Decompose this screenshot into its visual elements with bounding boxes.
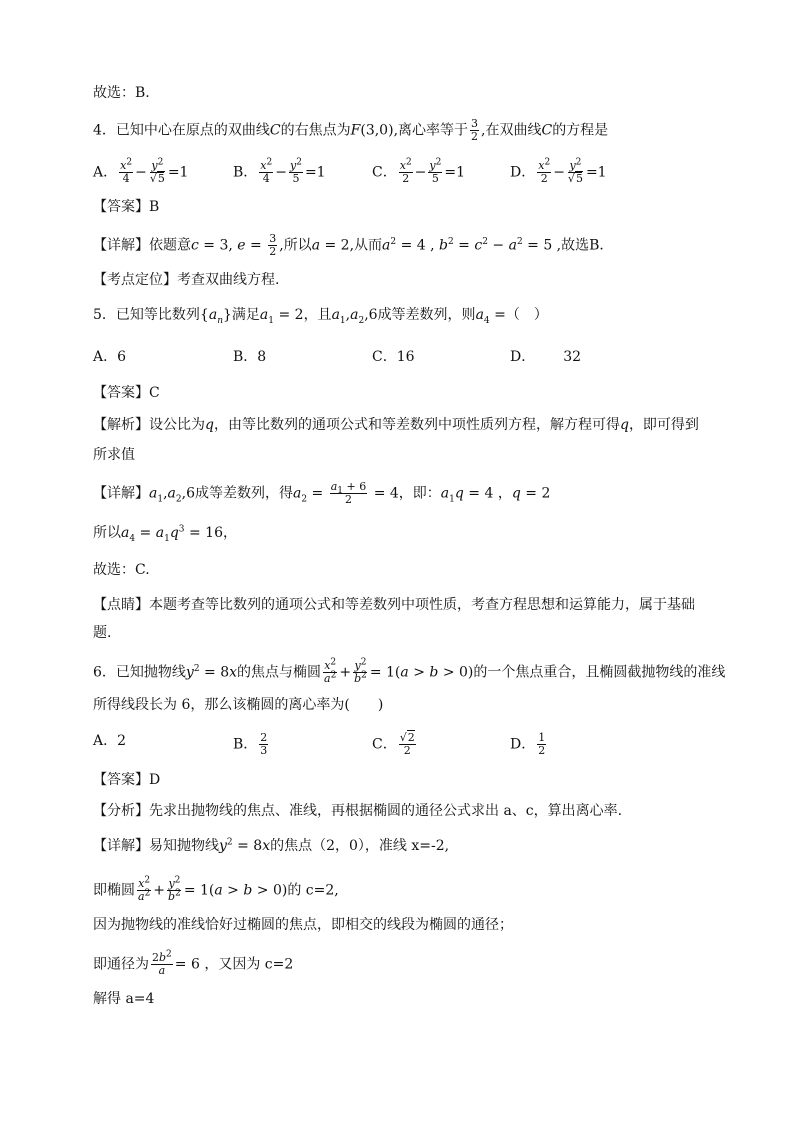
q5-conclusion: 故选：C. (93, 562, 150, 578)
q4-answer: 【答案】B (93, 199, 160, 215)
q4-kaodian-tag: 【考点定位】 (93, 272, 177, 288)
q4-t1: 的右焦点为 (280, 122, 351, 139)
q6-fenxi: 【分析】先求出抛物线的焦点、准线，再根据椭圆的通径公式求出 a、c，算出离心率. (93, 803, 623, 819)
q4-t4: 的方程是 (552, 122, 609, 139)
q6-detail: 【详解】易知抛物线$y^2 = 8x$的焦点（2，0），准线 x=-2, (93, 837, 450, 854)
q5-analysis-cont: 所求值 (93, 447, 135, 463)
q6-option-b: B． $\frac{2}{3}$ (233, 731, 268, 757)
q6-solve: 解得 a=4 (93, 991, 155, 1007)
q4-option-d: D． $\frac{x^2}{2}$ − $\frac{y^2}{√5}$ =1 (510, 157, 607, 185)
q5-detail: 【详解】$a_1,a_2,6$成等差数列，得$a_2$ = $\frac{a_1 + 6}{2}$ = 4，即：$a_1q = 4$ ，q = 2 (93, 480, 551, 506)
q5-option-b: B．8 (233, 349, 267, 365)
q4-detail-t2: 所以 (283, 237, 312, 254)
q6-option-a: A．2 (93, 733, 127, 749)
q4-kaodian-text: 考查双曲线方程. (177, 272, 280, 288)
q5-answer: 【答案】C (93, 385, 160, 401)
q4-detail-t4: 故选 (561, 237, 590, 254)
q5-result: 所以$a_4 = a_1q^3 = 16$， (93, 524, 237, 544)
q6-ellipse: 即椭圆 $\frac{x^2}{a^2}$ + $\frac{y^2}{b^2}$ = 1(a > b > 0)的 c=2, (93, 875, 339, 903)
q3-conclusion: 故选：B. (93, 85, 150, 101)
q6-reason: 因为抛物线的准线恰好过椭圆的焦点，即相交的线段为椭圆的通径； (93, 917, 513, 933)
q5-t3: 成等差数列，则 (377, 307, 476, 323)
q4-detail-t1: 依题意 (149, 237, 191, 254)
q4-option-b: B． $\frac{x^2}{4}$ − $\frac{y^2}{5}$ =1 (233, 157, 326, 185)
q4-detail-t3: 从而 (354, 237, 383, 254)
q4-t3: ,在双曲线 (481, 122, 542, 139)
q5-dianjing-cont: 题. (93, 625, 112, 641)
q6-answer: 【答案】D (93, 772, 161, 788)
q5-t2: ，且 (303, 307, 332, 323)
q6-tongjing: 即通径为 $\frac{2b^2}{a}$ = 6 ，又因为 c=2 (93, 949, 294, 977)
q4-stem: 4．已知中心在原点的双曲线C的右焦点为F(3,0),离心率等于 $\frac{3}{2}$ ,在双曲线C的方程是 (93, 117, 609, 143)
q5-t1: 满足 (231, 307, 260, 323)
q4-prefix: 4．已知中心在原点的双曲线 (93, 122, 270, 139)
q6-option-d: D． $\frac{1}{2}$ (510, 731, 546, 757)
q6-option-c: C． $\frac{√2}{2}$ (372, 731, 415, 757)
q6-stem-cont: 所得线段长为 6，那么该椭圆的离心率为( ) (93, 697, 384, 713)
q5-option-a: A．6 (93, 349, 127, 365)
q4-option-a: A． $\frac{x^2}{4}$ − $\frac{y^2}{√5}$ =1 (93, 157, 189, 185)
q5-option-c: C．16 (372, 349, 415, 365)
q5-prefix: 5．已知等比数列 (93, 307, 200, 323)
q6-stem: 6．已知抛物线$y^2 = 8x$的焦点与椭圆 $\frac{x^2}{a^2}$ + $\frac{y^2}{b^2}$ = 1(a > b > 0)的一个焦点重合，且椭圆截抛物线的准线 (93, 657, 726, 685)
q4-t2: ,离心率等于 (393, 122, 469, 139)
q5-stem: 5．已知等比数列$\{a_n\}$满足$a_1 = 2$，且$a_1,a_2,6$成等差数列，则$a_4$ =（ ） (93, 307, 548, 326)
q5-t4: （ ） (505, 307, 548, 323)
q5-option-d: D． 32 (510, 349, 582, 365)
q4-detail: 【详解】依题意c = 3, e = $\frac{3}{2}$ ,所以a = 2,从而$a^2 = 4$ , $b^2 = c^2 - a^2 = 5$ ,故选B． (93, 232, 614, 258)
q4-detail-tag: 【详解】 (93, 237, 149, 254)
q4-kaodian (93, 271, 279, 289)
q5-analysis: 【解析】设公比为q，由等比数列的通项公式和等差数列中项性质列方程，解方程可得q，即可得到 (93, 417, 699, 433)
q5-dianjing: 【点睛】本题考查等比数列的通项公式和等差数列中项性质，考查方程思想和运算能力，属于基础 (93, 597, 695, 613)
q4-option-c: C． $\frac{x^2}{2}$ − $\frac{y^2}{5}$ =1 (372, 157, 465, 185)
